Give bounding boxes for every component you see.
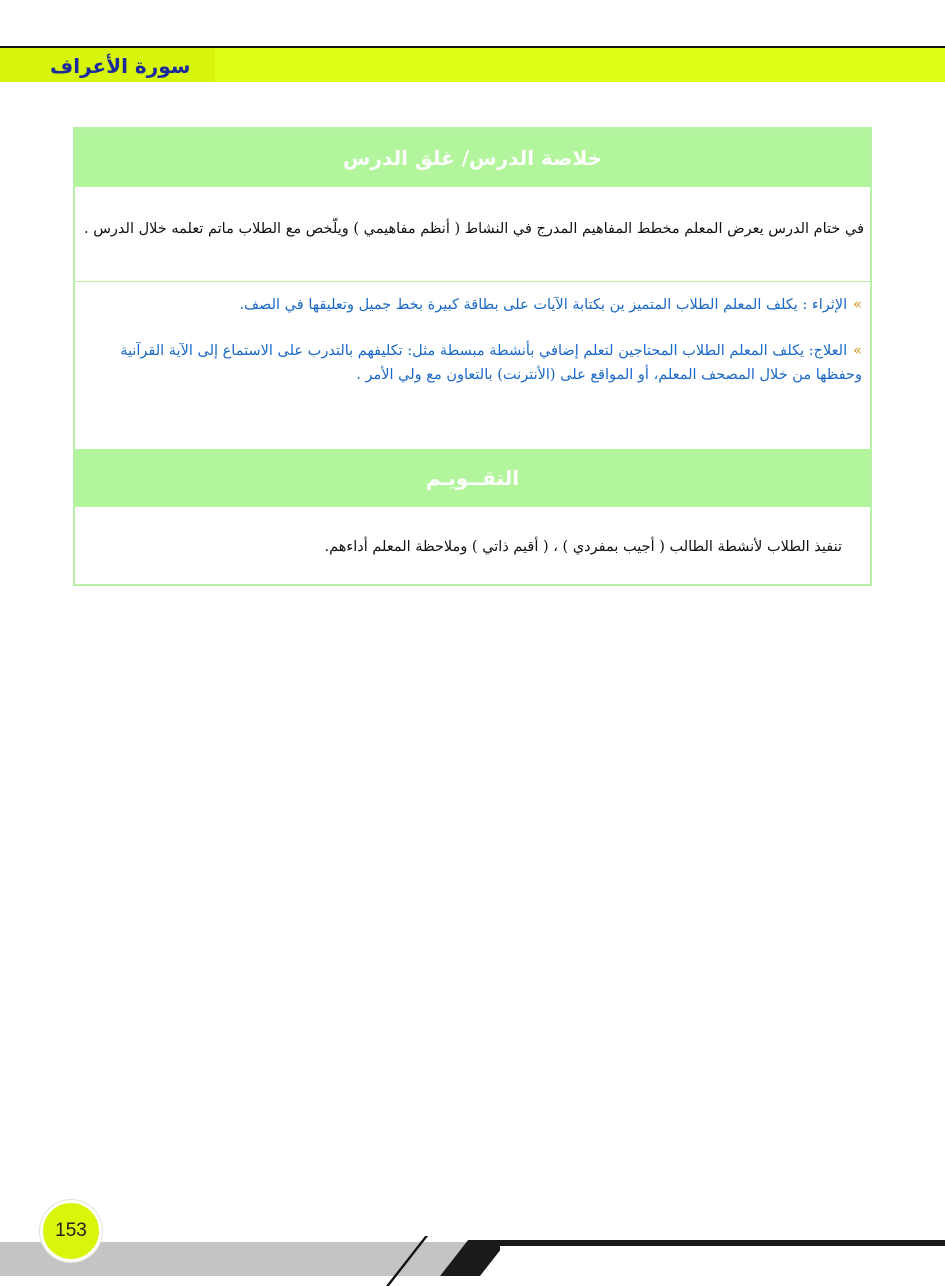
- remedial-bullet: [82, 339, 862, 387]
- summary-text: في ختام الدرس يعرض المعلم مخطط المفاهيم المدرج في النشاط ( أنظم مفاهيمي ) ويلّخص مع الطلاب ماتم تعلمه خلال الدرس .: [84, 221, 864, 237]
- evaluation-text: تنفيذ الطلاب لأنشطة الطالب ( أجيب بمفردي ) ، ( أقيم ذاتي ) وملاحظة المعلم أداءهم.: [324, 539, 842, 555]
- enrichment-bullet: [82, 293, 862, 317]
- bullet-mark: »: [853, 343, 862, 359]
- bullet-mark: »: [853, 297, 862, 313]
- evaluation-section-title: التقــويـم: [75, 449, 870, 507]
- footer-inner-band: [500, 1246, 945, 1276]
- enrichment-text: الإثراء : يكلف المعلم الطلاب المتميز ين بكتابة الآيات على بطاقة كبيرة بخط جميل وتعليقها في الصف.: [239, 297, 848, 313]
- page-number-badge: 153: [40, 1200, 102, 1262]
- lesson-card: [73, 127, 872, 586]
- section-divider: [75, 281, 870, 282]
- summary-section-title: خلاصة الدرس/ غلق الدرس: [75, 129, 870, 187]
- remedial-text: العلاج: يكلف المعلم الطلاب المحتاجين لتعلم إضافي بأنشطة مبسطة مثل: تكليفهم بالتدرب على الاستماع إلى الآية القرآنية وحفظها من خلال المصحف المعلم، أو المواقع على (الأنترنت) بالتعاون مع ولي الأمر .: [120, 343, 862, 383]
- surah-title: سورة الأعراف: [50, 54, 191, 78]
